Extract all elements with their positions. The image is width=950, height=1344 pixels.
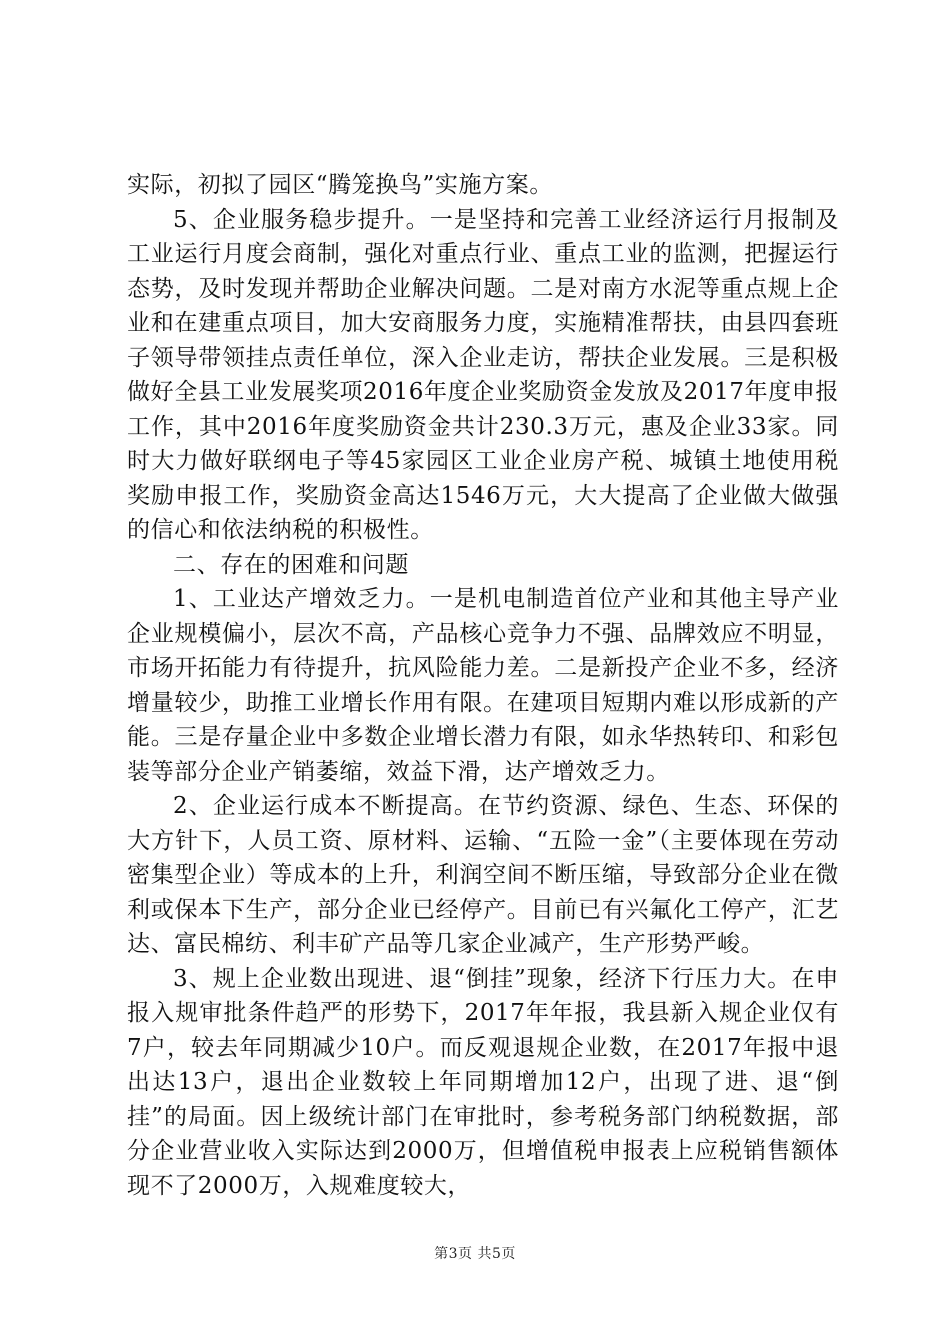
paragraph-5: 3、规上企业数出现进、退“倒挂”现象，经济下行压力大。在申报入规审批条件趋严的形势下，2017年年报，我县新入规企业仅有7户，较去年同期减少10户。而反观退规企业数，在2017年报中退出达13户，退出企业数较上年同期增加12户，出现了进、退“倒挂”的局面。因上级统计部门在审批时，参考税务部门纳税数据，部分企业营业收入实际达到2000万，但增值税申报表上应税销售额体现不了2000万，入规难度较大，	[127, 965, 839, 1199]
paragraph-4: 2、企业运行成本不断提高。在节约资源、绿色、生态、环保的大方针下，人员工资、原材料、运输、“五险一金”（主要体现在劳动密集型企业）等成本的上升，利润空间不断压缩，导致部分企业在微利或保本下生产，部分企业已经停产。目前已有兴氟化工停产，汇艺达、富民棉纺、利丰矿产品等几家企业减产，生产形势严峻。	[127, 793, 839, 957]
paragraph-2: 5、企业服务稳步提升。一是坚持和完善工业经济运行月报制及工业运行月度会商制，强化对重点行业、重点工业的监测，把握运行态势，及时发现并帮助企业解决问题。二是对南方水泥等重点规上企业和在建重点项目，加大安商服务力度，实施精准帮扶，由县四套班子领导带领挂点责任单位，深入企业走访，帮扶企业发展。三是积极做好全县工业发展奖项2016年度企业奖励资金发放及2017年度申报工作，其中2016年度奖励资金共计230.3万元，惠及企业33家。同时大力做好联纲电子等45家园区工业企业房产税、城镇土地使用税奖励申报工作，奖励资金高达1546万元，大大提高了企业做大做强的信心和依法纳税的积极性。	[127, 206, 839, 543]
paragraph-1: 实际，初拟了园区“腾笼换鸟”实施方案。	[127, 172, 553, 198]
page-footer: 第3页 共5页	[434, 1246, 516, 1262]
paragraph-3: 1、工业达产增效乏力。一是机电制造首位产业和其他主导产业企业规模偏小，层次不高，产品核心竞争力不强、品牌效应不明显，市场开拓能力有待提升，抗风险能力差。二是新投产企业不多，经济增量较少，助推工业增长作用有限。在建项目短期内难以形成新的产能。三是存量企业中多数企业增长潜力有限，如永华热转印、和彩包装等部分企业产销萎缩，效益下滑，达产增效乏力。	[127, 586, 839, 785]
section-heading: 二、存在的困难和问题	[173, 551, 409, 578]
document-body	[127, 168, 839, 1203]
